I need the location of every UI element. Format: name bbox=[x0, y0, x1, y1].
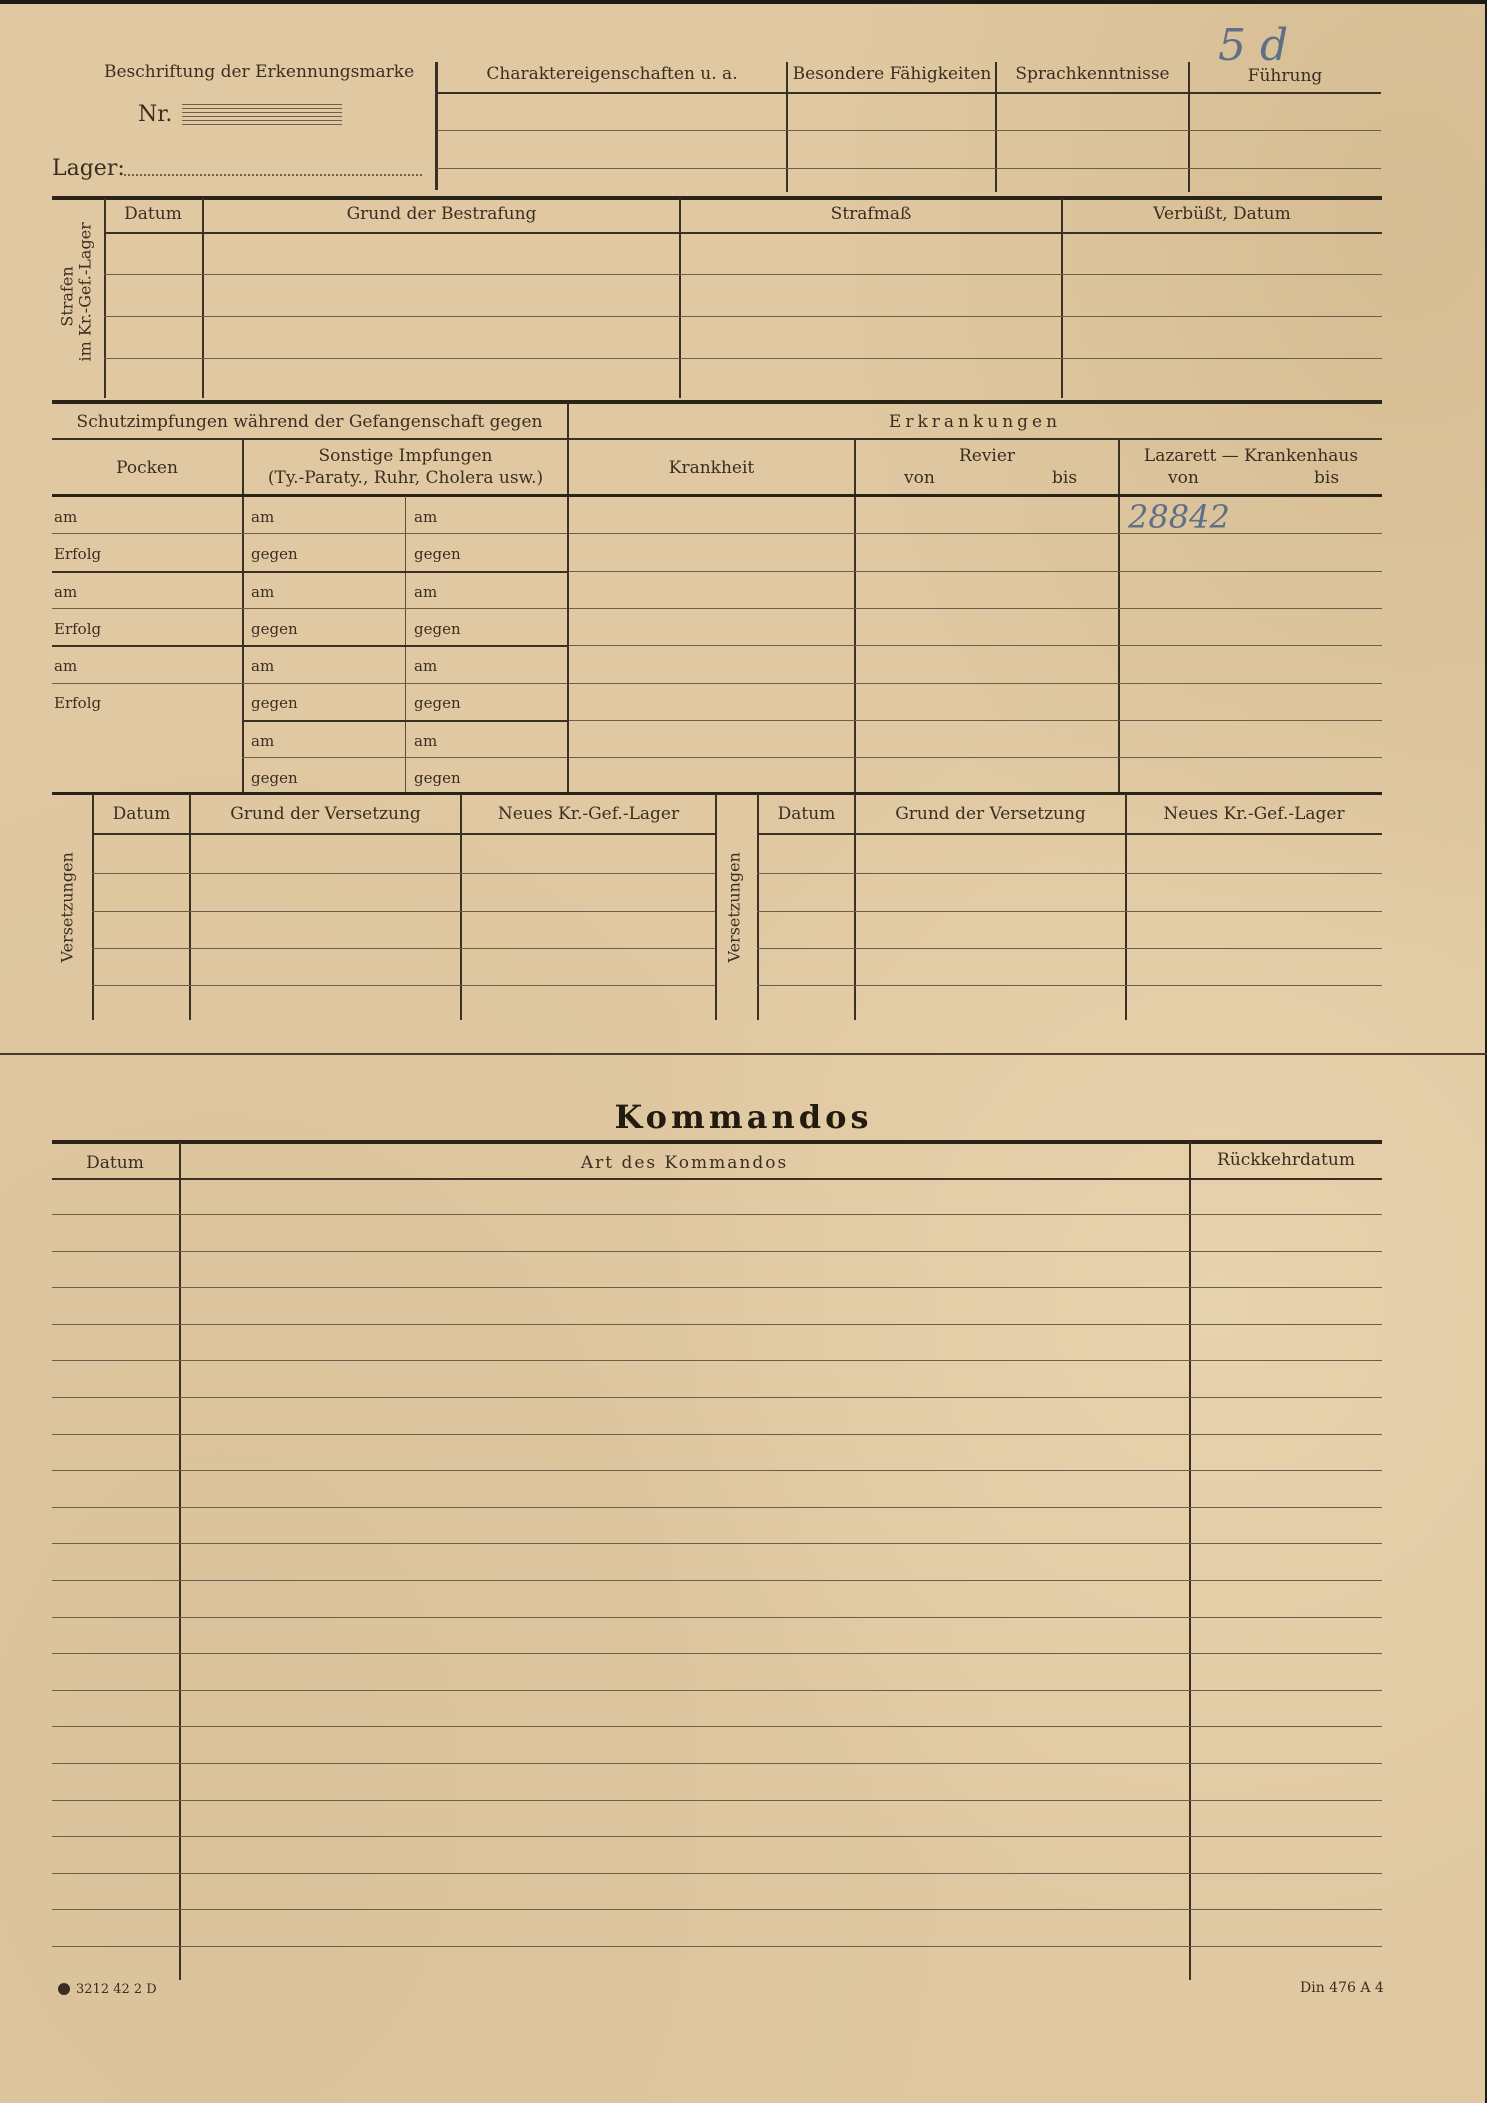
sonstige-gegen-3a: gegen bbox=[251, 694, 298, 712]
impfungen-heading: Schutzimpfungen während der Gefangenschaft gegen bbox=[76, 412, 543, 432]
kommandos-row-line bbox=[52, 1507, 1382, 1508]
revier-von: von bbox=[904, 468, 935, 488]
kommandos-col-datum: Datum bbox=[86, 1153, 144, 1173]
pocken-erfolg-3: Erfolg bbox=[54, 694, 102, 712]
versetzungen-side-left: Versetzungen bbox=[57, 852, 77, 963]
revier-bis: bis bbox=[1052, 468, 1078, 488]
sonstige-am-3a: am bbox=[251, 657, 275, 675]
erkrankungen-heading: Erkrankungen bbox=[888, 412, 1062, 432]
kommandos-row-line bbox=[52, 1653, 1382, 1654]
nr-label: Nr. bbox=[138, 102, 173, 127]
col-faehigkeiten: Besondere Fähigkeiten bbox=[792, 64, 992, 84]
sonstige-am-2b: am bbox=[414, 583, 438, 601]
sonstige-am-3b: am bbox=[414, 657, 438, 675]
col-fuehrung: Führung bbox=[1247, 66, 1323, 86]
kommandos-row-line bbox=[52, 1324, 1382, 1325]
print-code bbox=[58, 1982, 157, 1997]
col-sprachkenntnisse: Sprachkenntnisse bbox=[1015, 64, 1170, 84]
strafen-side-label-2: im Kr.-Gef.-Lager bbox=[75, 222, 95, 362]
col-charakter: Charaktereigenschaften u. a. bbox=[486, 64, 738, 84]
print-mark-icon bbox=[58, 1983, 70, 1995]
versetz-col-grund-right: Grund der Versetzung bbox=[895, 804, 1086, 824]
kommandos-row-line bbox=[52, 1214, 1382, 1215]
pocken-am-2: am bbox=[54, 583, 78, 601]
kommandos-row-line bbox=[52, 1836, 1382, 1837]
strafen-col-verbuesst: Verbüßt, Datum bbox=[1153, 204, 1291, 224]
nr-field[interactable] bbox=[182, 104, 342, 128]
kommandos-row-line bbox=[52, 1470, 1382, 1471]
pocken-erfolg-2: Erfolg bbox=[54, 620, 102, 638]
col-revier: Revier bbox=[958, 446, 1016, 466]
versetz-col-datum-right: Datum bbox=[777, 804, 836, 824]
kommandos-row-line bbox=[52, 1580, 1382, 1581]
col-sonstige-1: Sonstige Impfungen bbox=[318, 446, 493, 466]
kommandos-row-line bbox=[52, 1434, 1382, 1435]
pocken-am-1: am bbox=[54, 508, 78, 526]
sonstige-gegen-3b: gegen bbox=[414, 694, 461, 712]
lazarett-bis: bis bbox=[1314, 468, 1340, 488]
kommandos-row-line bbox=[52, 1690, 1382, 1691]
lager-field[interactable] bbox=[124, 174, 422, 176]
pocken-am-3: am bbox=[54, 657, 78, 675]
kommandos-row-line bbox=[52, 1763, 1382, 1764]
kommandos-title: Kommandos bbox=[614, 1098, 873, 1136]
kommandos-row-line bbox=[52, 1543, 1382, 1544]
sonstige-gegen-4a: gegen bbox=[251, 769, 298, 787]
kommandos-row-line bbox=[52, 1800, 1382, 1801]
versetz-col-lager-right: Neues Kr.-Gef.-Lager bbox=[1163, 804, 1345, 824]
strafen-col-strafmass: Strafmaß bbox=[830, 204, 912, 224]
col-pocken: Pocken bbox=[116, 458, 178, 478]
sonstige-am-1a: am bbox=[251, 508, 275, 526]
kommandos-row-line bbox=[52, 1287, 1382, 1288]
kommandos-col-rueckkehr: Rückkehrdatum bbox=[1217, 1150, 1355, 1170]
sonstige-am-4b: am bbox=[414, 732, 438, 750]
handwritten-lazarett-date: 28842 bbox=[1128, 498, 1230, 536]
lager-label: Lager: bbox=[52, 156, 125, 181]
sonstige-gegen-1a: gegen bbox=[251, 545, 298, 563]
kommandos-col-art: Art des Kommandos bbox=[580, 1153, 789, 1173]
fold-line bbox=[0, 1053, 1487, 1055]
versetz-col-datum-left: Datum bbox=[112, 804, 171, 824]
versetz-col-lager-left: Neues Kr.-Gef.-Lager bbox=[497, 804, 680, 824]
erkennungsmarke-label: Beschriftung der Erkennungsmarke bbox=[104, 62, 415, 82]
sonstige-gegen-4b: gegen bbox=[414, 769, 461, 787]
strafen-col-datum: Datum bbox=[124, 204, 182, 224]
pocken-erfolg-1: Erfolg bbox=[54, 545, 102, 563]
kommandos-row-line bbox=[52, 1726, 1382, 1727]
sonstige-am-1b: am bbox=[414, 508, 438, 526]
strafen-col-grund: Grund der Bestrafung bbox=[346, 204, 537, 224]
sonstige-am-2a: am bbox=[251, 583, 275, 601]
kommandos-row-line bbox=[52, 1360, 1382, 1361]
strafen-side-label: Strafen bbox=[57, 266, 77, 327]
kommandos-row-line bbox=[52, 1873, 1382, 1874]
versetzungen-side-right: Versetzungen bbox=[724, 852, 744, 963]
sonstige-gegen-2a: gegen bbox=[251, 620, 298, 638]
print-code-text: 3212 42 2 D bbox=[76, 1982, 157, 1997]
col-sonstige-2: (Ty.-Paraty., Ruhr, Cholera usw.) bbox=[267, 468, 544, 488]
kommandos-row-line bbox=[52, 1251, 1382, 1252]
kommandos-row-line bbox=[52, 1397, 1382, 1398]
handwritten-number: 5 d bbox=[1218, 20, 1289, 71]
sonstige-gegen-2b: gegen bbox=[414, 620, 461, 638]
col-krankheit: Krankheit bbox=[668, 458, 755, 478]
versetz-col-grund-left: Grund der Versetzung bbox=[230, 804, 421, 824]
lazarett-von: von bbox=[1168, 468, 1199, 488]
kommandos-row-line bbox=[52, 1617, 1382, 1618]
kommandos-row-line bbox=[52, 1909, 1382, 1910]
col-lazarett: Lazarett — Krankenhaus bbox=[1143, 446, 1359, 466]
sonstige-am-4a: am bbox=[251, 732, 275, 750]
kommandos-row-line bbox=[52, 1946, 1382, 1947]
sonstige-gegen-1b: gegen bbox=[414, 545, 461, 563]
din-format: Din 476 A 4 bbox=[1300, 1980, 1384, 1996]
